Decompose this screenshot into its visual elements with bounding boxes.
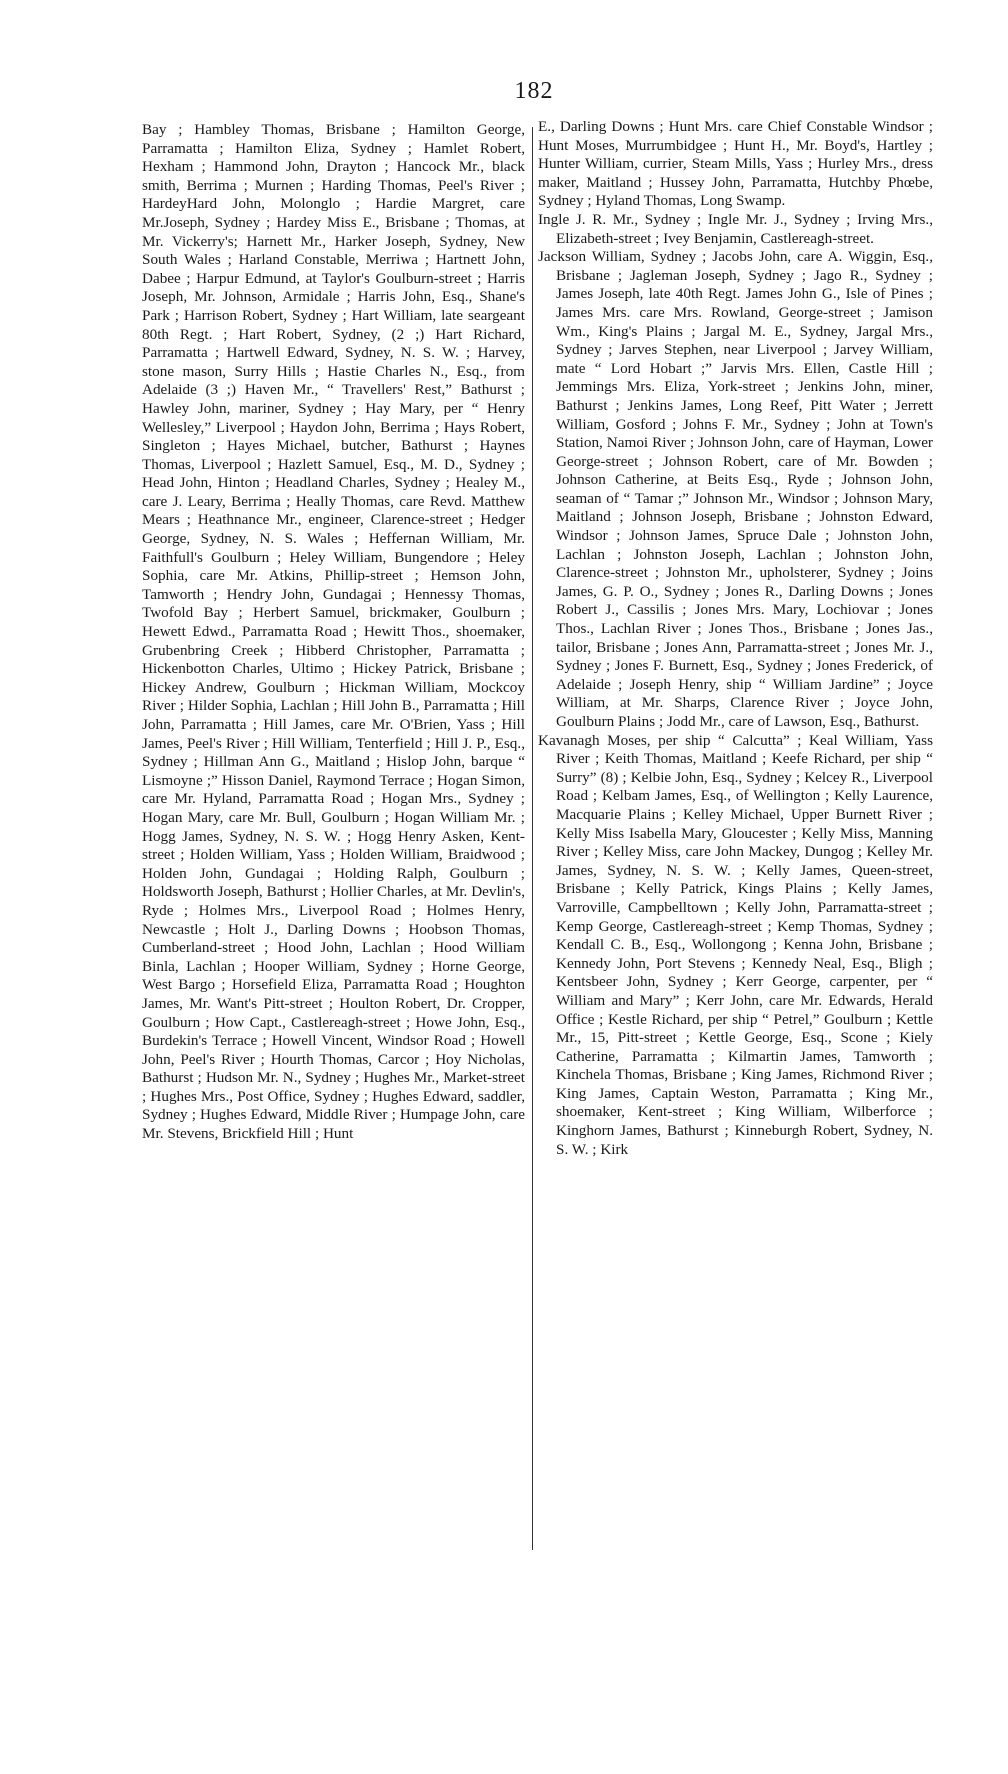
entry-i: Ingle J. R. Mr., Sydney ; Ingle Mr. J., Sydney ; Irving Mrs., Elizabeth-street ; Ivey Benjamin, Castlereagh-street. <box>538 210 933 247</box>
column-divider <box>532 127 533 1550</box>
page-number: 182 <box>514 78 554 104</box>
entry-h-continued: E., Darling Downs ; Hunt Mrs. care Chief Constable Windsor ; Hunt Moses, Murrumbidgee ; Hunt H., Mr. Boyd's, Hartley ; Hunter William, currier, Steam Mills, Yass ; Hurley Mrs., dress maker, Maitland ; Hussey John, Parramatta, Hutchby Phœbe, Sydney ; Hyland Thomas, Long Swamp. <box>538 118 933 210</box>
left-column-text: Bay ; Hambley Thomas, Brisbane ; Hamilton George, Parramatta ; Hamilton Eliza, Sydney ; Hamlet Robert, Hexham ; Hammond John, Drayton ; Hancock Mr., black smith, Berrima ; Murnen ; Harding Thomas, Peel's River ; HardeyHard John, Molonglo ; Hardie Margret, care Mr.Joseph, Sydney ; Hardey Miss E., Brisbane ; Thomas, at Mr. Vickerry's; Harnett Mr., Harker Joseph, Sydney, New South Wales ; Harland Constable, Merriwa ; Hartnett John, Dabee ; Harpur Edmund, at Taylor's Goulburn-street ; Harris Joseph, Mr. Johnson, Armidale ; Harris John, Esq., Shane's Park ; Harrison Robert, Sydney ; Hart William, late seargeant 80th Regt. ; Hart Robert, Sydney, (2 ;) Hart Richard, Parramatta ; Hartwell Edward, Sydney, N. S. W. ; Harvey, stone mason, Surry Hills ; Hastie Charles N., Esq., from Adelaide (3 ;) Haven Mr., “ Travellers' Rest,” Bathurst ; Hawley John, mariner, Sydney ; Hay Mary, per “ Henry Wellesley,” Liverpool ; Haydon John, Berrima ; Hays Robert, Singleton ; Hayes Michael, butcher, Bathurst ; Haynes Thomas, Liverpool ; Hazlett Samuel, Esq., M. D., Sydney ; Head John, Hinton ; Headland Charles, Sydney ; Healey M., care J. Leary, Berrima ; Heally Thomas, care Revd. Matthew Mears ; Heathnance Mr., engineer, Clarence-street ; Hedger George, Sydney, N. S. Wales ; Heffernan William, Mr. Faithfull's Goulburn ; Heley William, Bungendore ; Heley Sophia, care Mr. Atkins, Phillip-street ; Hemson John, Tamworth ; Hendry John, Gundagai ; Hennessy Thomas, Twofold Bay ; Herbert Samuel, brickmaker, Goulburn ; Hewett Edwd., Parramatta Road ; Hewitt Thos., shoemaker, Grubenbring Creek ; Hibberd Christopher, Parramatta ; Hickenbotton Charles, Ultimo ; Hickey Patrick, Brisbane ; Hickey Andrew, Goulburn ; Hickman William, Mockcoy River ; Hilder Sophia, Lachlan ; Hill John B., Parramatta ; Hill John, Parramatta ; Hill James, care Mr. O'Brien, Yass ; Hill James, Peel's River ; Hill William, Tenterfield ; Hill J. P., Esq., Sydney ; Hillman Ann G., Maitland ; Hislop John, barque “ Lismoyne ;” Hisson Daniel, Raymond Terrace ; Hogan Simon, care Mr. Hyland, Parramatta Road ; Hogan Mrs., Sydney ; Hogan Mary, care Mr. Bull, Goulburn ; Hogan William Mr. ; Hogg James, Sydney, N. S. W. ; Hogg Henry Asken, Kent-street ; Holden William, Yass ; Holden William, Braidwood ; Holden John, Gundagai ; Holding Ralph, Goulburn ; Holdsworth Joseph, Bathurst ; Hollier Charles, at Mr. Devlin's, Ryde ; Holmes Mrs., Liverpool Road ; Holmes Henry, Newcastle ; Holt J., Darling Downs ; Hoobson Thomas, Cumberland-street ; Hood John, Lachlan ; Hood William Binla, Lachlan ; Hooper William, Sydney ; Horne George, West Bargo ; Horsefield Eliza, Parramatta Road ; Houghton James, Mr. Want's Pitt-street ; Houlton Robert, Dr. Cropper, Goulburn ; How Capt., Castlereagh-street ; Howe John, Esq., Burdekin's Terrace ; Howell Vincent, Windsor Road ; Howell John, Peel's River ; Hourth Thomas, Carcor ; Hoy Nicholas, Bathurst ; Hudson Mr. N., Sydney ; Hughes Mr., Market-street ; Hughes Mrs., Post Office, Sydney ; Hughes Edward, saddler, Sydney ; Hughes Edward, Middle River ; Humpage John, care Mr. Stevens, Brickfield Hill ; Hunt <box>142 121 525 1143</box>
entry-j: Jackson William, Sydney ; Jacobs John, care A. Wiggin, Esq., Brisbane ; Jagleman Joseph, Sydney ; Jago R., Sydney ; James Joseph, late 40th Regt. James John G., Isle of Pines ; James Mrs. care Mrs. Rowland, George-street ; Jamison Wm., King's Plains ; Jargal M. E., Sydney, Jargal Mrs., Sydney ; Jarves Stephen, near Liverpool ; Jarvey William, mate “ Lord Hobart ;” Jarvis Mrs. Ellen, Castle Hill ; Jemmings Mrs. Eliza, York-street ; Jenkins John, miner, Bathurst ; Jenkins James, Long Reef, Pitt Water ; Jerrett William, Gosford ; Johns F. Mr., Sydney ; John at Town's Station, Namoi River ; Johnson John, care of Hayman, Lower George-street ; Johnson Robert, care of Mr. Bowden ; Johnson Catherine, at Beits Esq., Ryde ; Johnson John, seaman of “ Tamar ;” Johnson Mr., Windsor ; Johnson Mary, Maitland ; Johnson Joseph, Brisbane ; Johnston Edward, Windsor ; Johnson James, Spruce Dale ; Johnston John, Lachlan ; Johnston Joseph, Lachlan ; Johnston John, Clarence-street ; Johnston Mr., upholsterer, Sydney ; Joins James, G. P. O., Sydney ; Jones R., Darling Downs ; Jones Robert J., Cassilis ; Jones Mrs. Mary, Lochiovar ; Jones Thos., Lachlan River ; Jones Thos., Brisbane ; Jones Jas., tailor, Brisbane ; Jones Ann, Parramatta-street ; Jones Mr. J., Sydney ; Jones F. Burnett, Esq., Sydney ; Jones Frederick, of Adelaide ; Joseph Henry, ship “ William Jardine” ; Joyce William, at Mr. Sharps, Clarence River ; Joyce John, Goulburn Plains ; Jodd Mr., care of Lawson, Esq., Bathurst. <box>538 248 933 730</box>
left-column <box>142 121 525 1144</box>
right-column <box>538 118 933 1159</box>
entry-k: Kavanagh Moses, per ship “ Calcutta” ; Keal William, Yass River ; Keith Thomas, Maitland ; Keefe Richard, per ship “ Surry” (8) ; Kelbie John, Esq., Sydney ; Kelcey R., Liverpool Road ; Kelbam James, Esq., of Wellington ; Kelly Laurence, Macquarie Plains ; Kelley Michael, Upper Burnett River ; Kelly Miss Isabella Mary, Gloucester ; Kelly Miss, Manning River ; Kelley Miss, care John Mackey, Dungog ; Kelley Mr. James, Sydney, N. S. W. ; Kelly James, Queen-street, Brisbane ; Kelly Patrick, Kings Plains ; Kelly James, Varroville, Campbelltown ; Kelly John, Parramatta-street ; Kemp George, Castlereagh-street ; Kemp Thomas, Sydney ; Kendall C. B., Esq., Wollongong ; Kenna John, Brisbane ; Kennedy John, Port Stevens ; Kennedy Neal, Esq., Bligh ; Kentsbeer John, Sydney ; Kerr George, carpenter, per “ William and Mary” ; Kerr John, care Mr. Edwards, Herald Office ; Kestle Richard, per ship “ Petrel,” Goulburn ; Kettle Mr., 15, Pitt-street ; Kettle George, Esq., Scone ; Kiely Catherine, Parramatta ; Kilmartin James, Tamworth ; Kinchela Thomas, Brisbane ; King James, Richmond River ; King James, Captain Weston, Parramatta ; King Mr., shoemaker, Kent-street ; King William, Wilberforce ; Kinghorn James, Bathurst ; Kinneburgh Robert, Sydney, N. S. W. ; Kirk <box>538 731 933 1158</box>
